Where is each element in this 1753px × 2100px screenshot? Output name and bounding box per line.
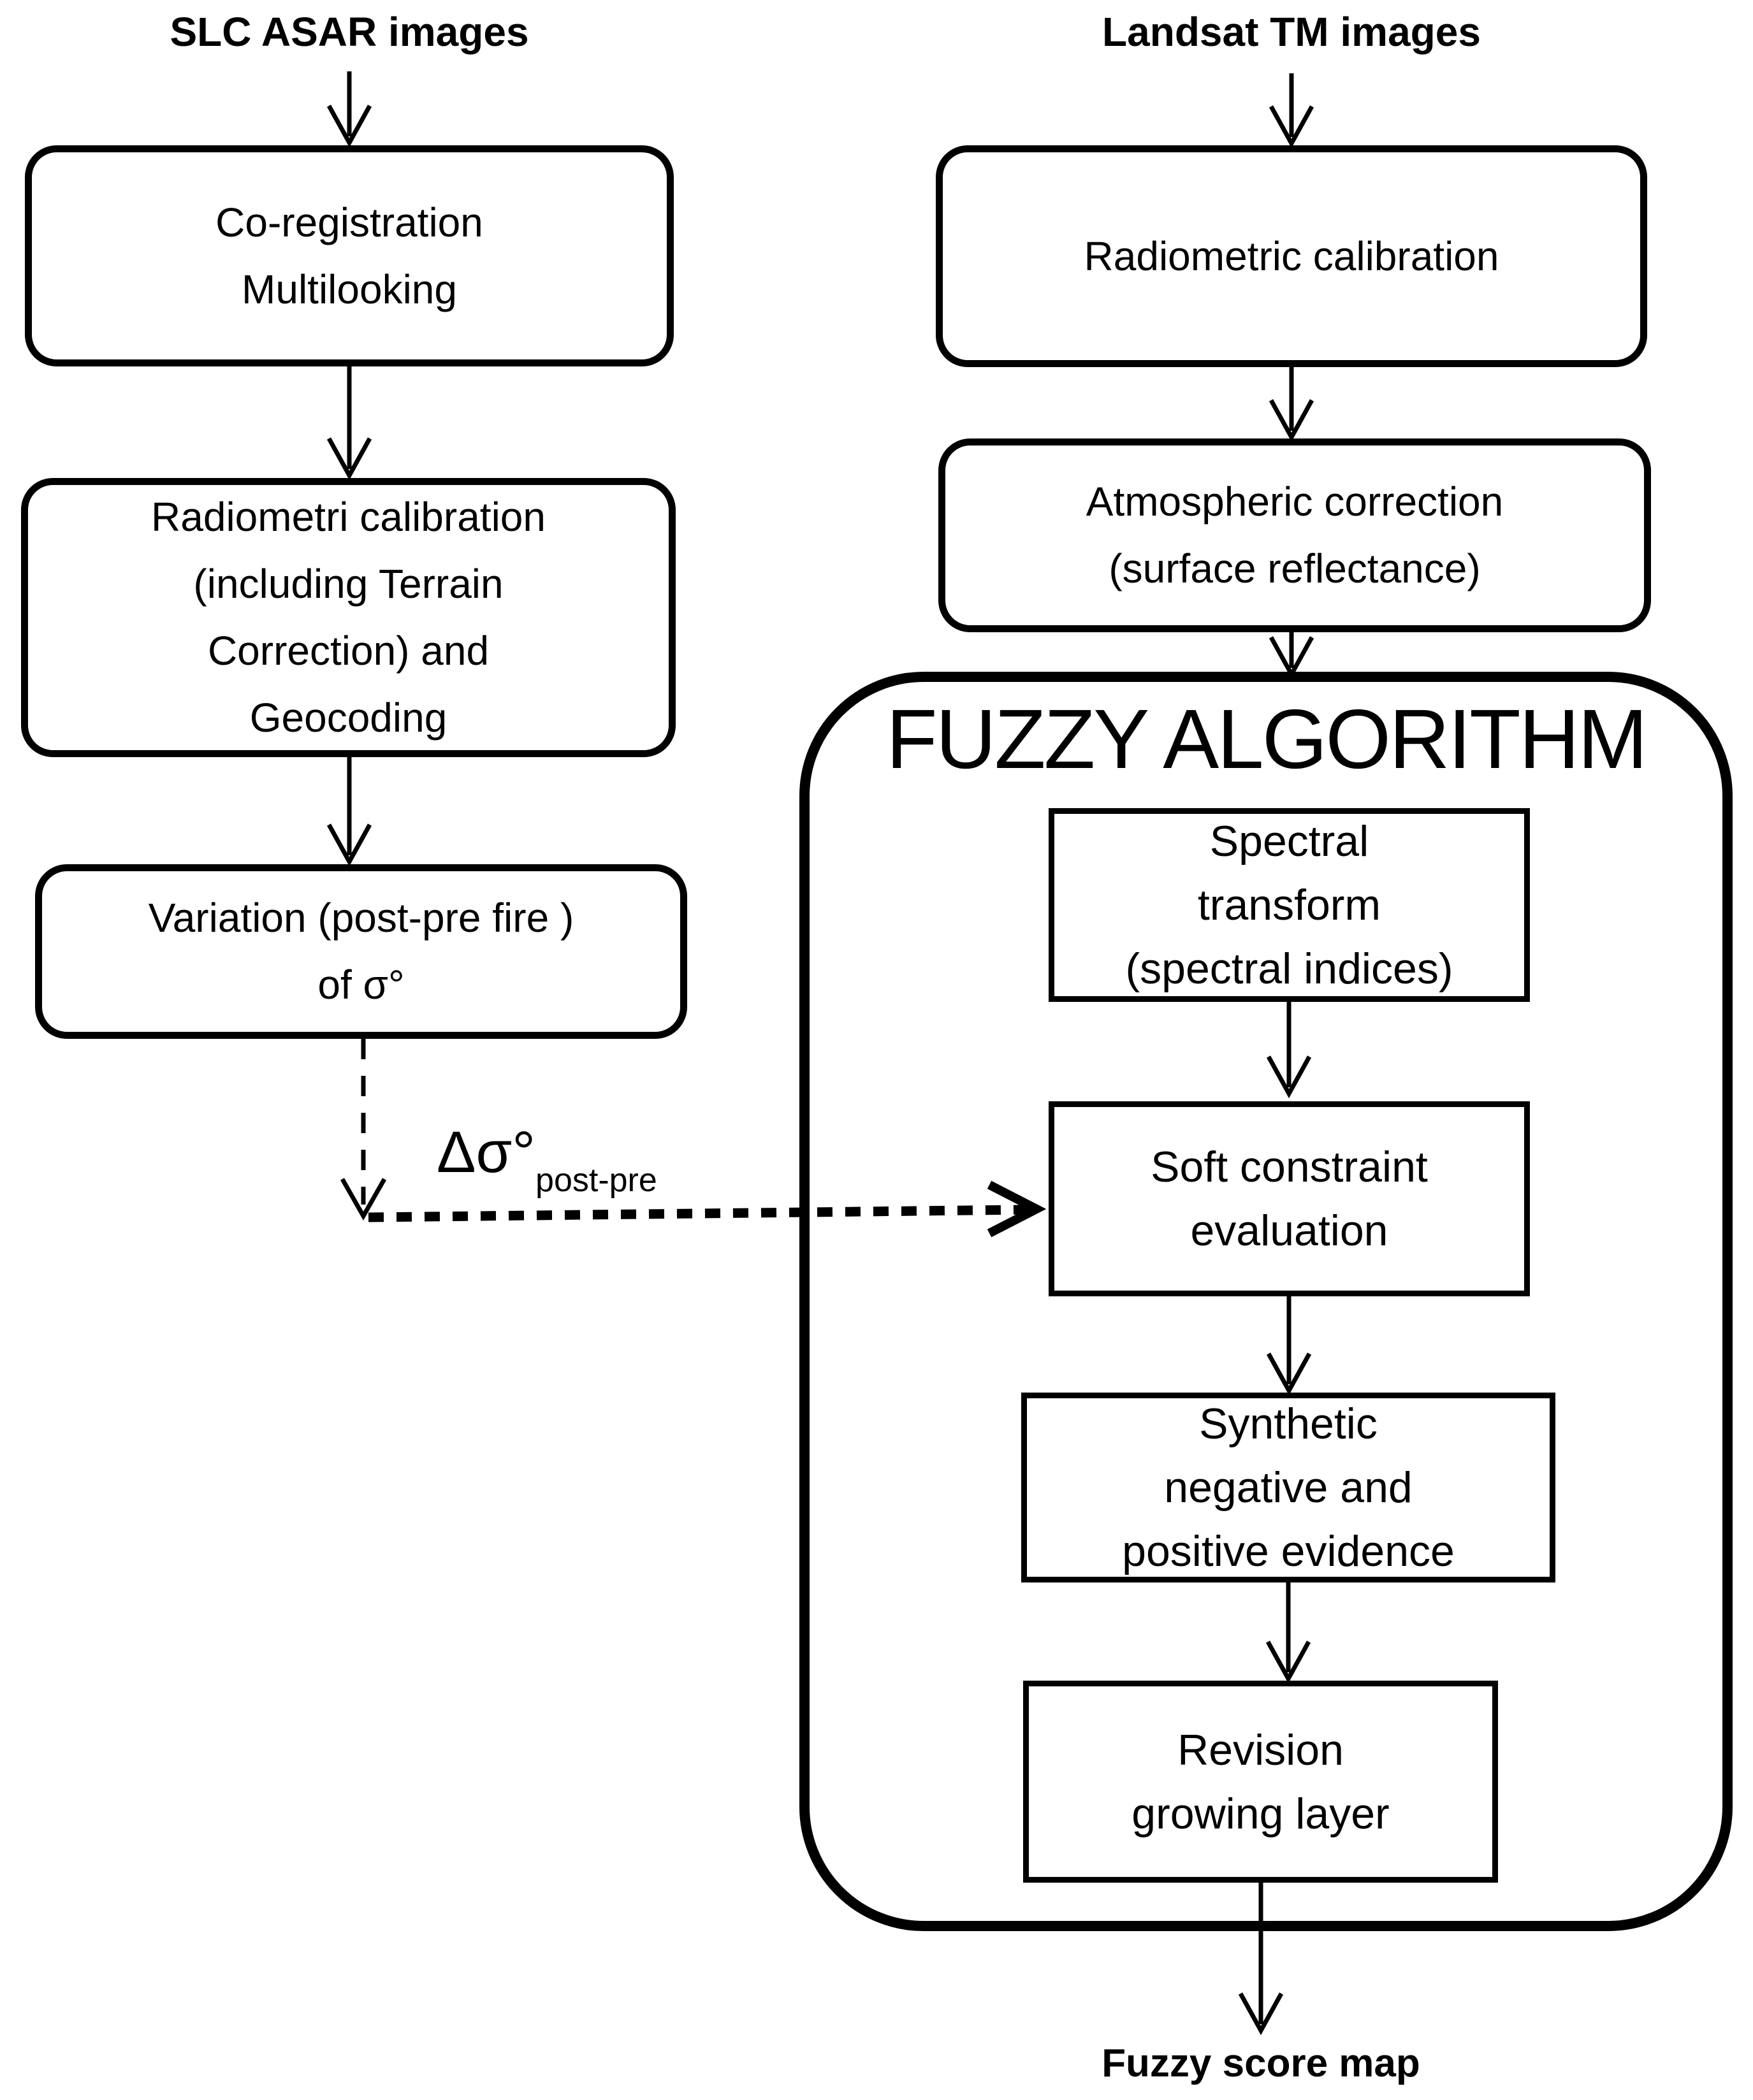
box-text-line: Atmospheric correction — [1086, 479, 1504, 525]
revision-growing-layer-box — [1023, 1681, 1498, 1883]
box-text-line: Multilooking — [242, 266, 457, 312]
box-text-line: Radiometric calibration — [1084, 233, 1499, 279]
box-text-line: Geocoding — [249, 695, 447, 741]
arrow-radiometric-to-atmospheric — [1271, 367, 1312, 437]
box-text-line: transform — [1197, 881, 1381, 929]
delta-sigma-main: Δσ° — [437, 1120, 536, 1185]
radiometri-calibration-sar-box — [21, 478, 676, 757]
fuzzy-score-map-label: Fuzzy score map — [1102, 2041, 1420, 2085]
atmospheric-correction-box — [938, 438, 1651, 632]
arrow-radiometri-to-variation — [329, 757, 370, 862]
delta-sigma-label — [437, 1120, 657, 1212]
slc-asar-title: SLC ASAR images — [170, 9, 529, 55]
dashed-arrow-variation-down — [342, 1039, 384, 1216]
box-text-line: Radiometri calibration — [151, 494, 546, 540]
box-text-line: Correction) and — [207, 628, 490, 674]
box-text-line: (surface reflectance) — [1109, 546, 1481, 591]
box-text-line: growing layer — [1131, 1789, 1390, 1838]
arrow-coregistration-to-radiometri — [329, 366, 370, 475]
landsat-title: Landsat TM images — [1102, 9, 1481, 55]
box-text-line: negative and — [1164, 1463, 1413, 1512]
variation-sigma-box — [35, 864, 687, 1039]
box-text-line: Co-registration — [215, 199, 483, 245]
box-text-line: (including Terrain — [193, 561, 504, 607]
box-text-line: (spectral indices) — [1125, 945, 1453, 993]
box-text-line: Soft constraint — [1151, 1143, 1428, 1191]
box-text-line: positive evidence — [1122, 1527, 1455, 1575]
soft-constraint-box — [1049, 1101, 1530, 1296]
box-text-line: Variation (post-pre fire ) — [148, 895, 574, 941]
delta-sigma-subscript: post-pre — [535, 1162, 657, 1199]
arrow-slc-to-coregistration — [329, 71, 370, 143]
coregistration-box — [25, 145, 674, 366]
box-text-line: Synthetic — [1199, 1400, 1378, 1448]
spectral-transform-box — [1049, 808, 1530, 1002]
box-text-line: Revision — [1177, 1725, 1344, 1774]
fuzzy-algorithm-title: FUZZY ALGORITHM — [886, 692, 1646, 786]
box-text-line: Spectral — [1209, 817, 1369, 865]
arrow-landsat-to-radiometric — [1271, 73, 1312, 143]
arrow-atmospheric-to-fuzzy — [1271, 632, 1312, 674]
synthetic-evidence-box — [1021, 1393, 1555, 1582]
box-text-line: of σ° — [317, 962, 405, 1008]
box-text-line: evaluation — [1190, 1206, 1388, 1255]
radiometric-calibration-tm-box — [936, 145, 1647, 367]
